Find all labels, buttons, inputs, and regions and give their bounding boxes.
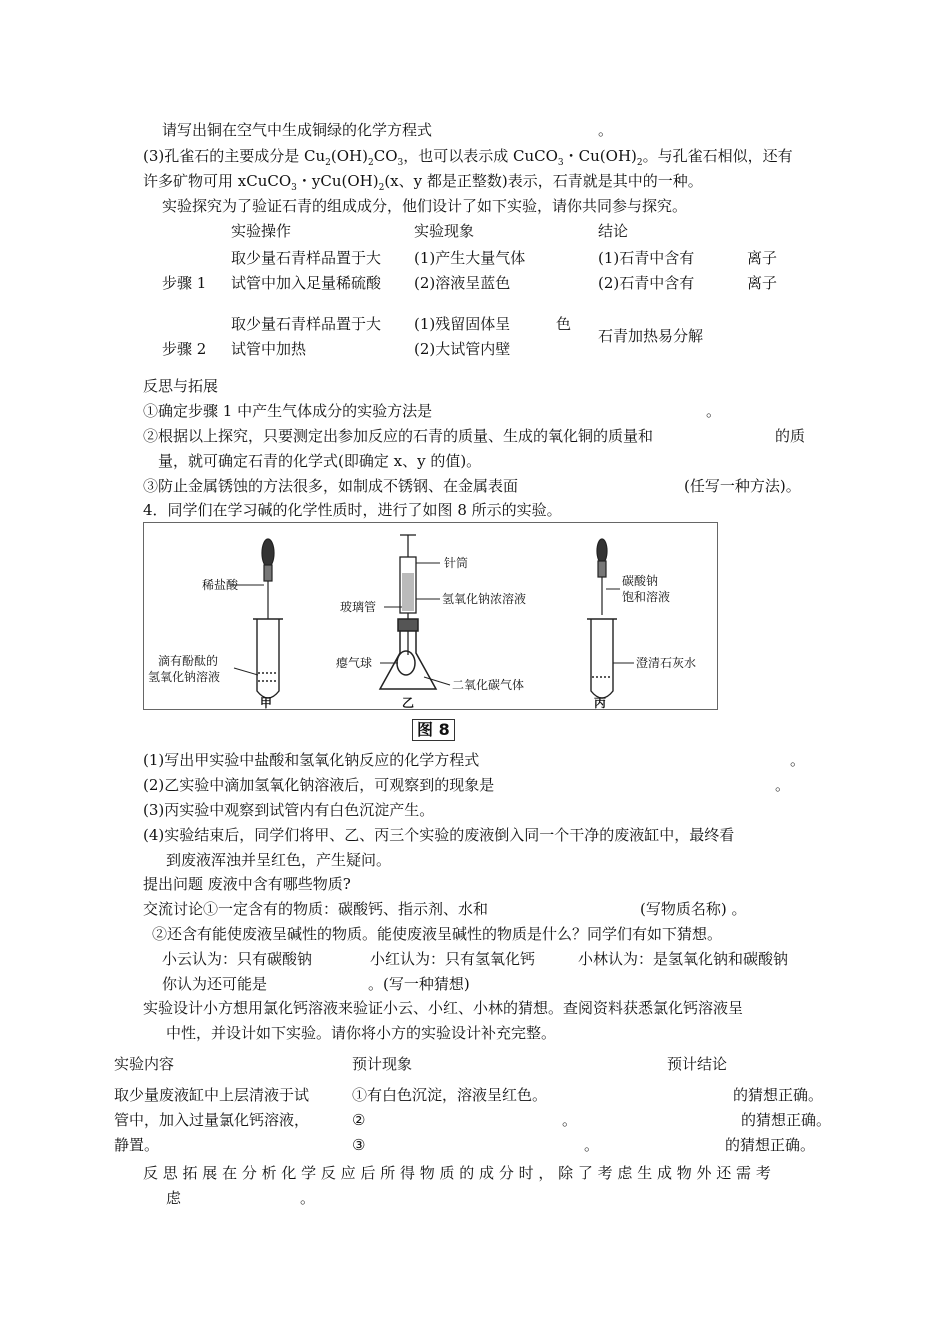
conclusion-3: 的猜想正确。 xyxy=(725,1136,816,1154)
dropper-icon xyxy=(597,539,607,615)
sub-question-2: (2)乙实验中滴加氢氧化钠溶液后，可观察到的现象是 xyxy=(143,776,495,794)
phenomenon-3: ③ xyxy=(352,1136,366,1154)
header-expected-phenomenon: 预计现象 xyxy=(352,1055,413,1073)
conclusion-1: 的猜想正确。 xyxy=(733,1086,824,1104)
step-2-phenomenon: (1)残留固体呈 xyxy=(414,315,511,333)
step-1-label: 步骤 1 xyxy=(162,274,207,292)
raise-question: 提出问题 废液中含有哪些物质? xyxy=(143,875,351,893)
header-phenomenon: 实验现象 xyxy=(414,222,475,240)
label-phenolphthalein: 滴有酚酞的 xyxy=(158,654,219,668)
label-limewater: 澄清石灰水 xyxy=(636,656,697,670)
period: 。 xyxy=(775,776,791,794)
label-naoh-solution: 氢氧化钠溶液 xyxy=(148,670,221,684)
prompt-copper-patina: 请写出铜在空气中生成铜绿的化学方程式 xyxy=(162,121,433,139)
figure-8 xyxy=(143,522,718,710)
label-sodium-carbonate: 碳酸钠 xyxy=(622,574,659,588)
step-1-operation: 取少量石青样品置于大 xyxy=(231,249,382,267)
step-2-operation: 试管中加热 xyxy=(231,340,307,358)
header-conclusion: 结论 xyxy=(598,222,629,240)
step-2-operation: 取少量石青样品置于大 xyxy=(231,315,382,333)
label-dilute-hcl: 稀盐酸 xyxy=(202,578,239,592)
label-jia: 甲 xyxy=(260,696,273,709)
step-2-phenomenon: (2)大试管内壁 xyxy=(414,340,511,358)
question-4: 4．同学们在学习碱的化学性质时，进行了如图 8 所示的实验。 xyxy=(143,501,562,519)
header-content: 实验内容 xyxy=(114,1055,175,1073)
discussion-1: 交流讨论①一定含有的物质：碳酸钙、指示剂、水和 xyxy=(143,900,489,918)
step-1-conclusion: 离子 xyxy=(747,249,778,267)
malachite-line: (3)孔雀石的主要成分是 $Cu_2(OH)_2CO_3$，也可以表示成 CuCO$_3$・$Cu(OH)_2$。与孔雀石相似，还有 xyxy=(143,147,793,168)
step-1-conclusion: 离子 xyxy=(747,274,778,292)
content-cell: 取少量废液缸中上层清液于试 xyxy=(114,1086,310,1104)
label-balloon: 瘪气球 xyxy=(336,656,373,670)
label-saturated-solution: 饱和溶液 xyxy=(622,590,671,604)
content-cell: 管中，加入过量氯化钙溶液， xyxy=(114,1111,310,1129)
content-cell: 静置。 xyxy=(114,1136,160,1154)
apparatus-diagram xyxy=(144,523,717,709)
figure-caption: 图 8 xyxy=(412,719,455,741)
guess-xiaoyun: 小云认为：只有碳酸钠 xyxy=(162,950,313,968)
period: 。 xyxy=(706,402,722,420)
header-operation: 实验操作 xyxy=(231,222,292,240)
azurite-line: 许多矿物可用 xCuCO$_3$・$yCu(OH)_2(x$、y 都是正整数)表示，石青就是其中的一种。 xyxy=(143,172,703,193)
phenomenon-2: ② xyxy=(352,1111,366,1129)
conclusion-2: 的猜想正确。 xyxy=(741,1111,832,1129)
design-2: 中性，并设计如下实验。请你将小方的实验设计补充完整。 xyxy=(166,1024,557,1042)
step-1-conclusion: (1)石青中含有 xyxy=(598,249,695,267)
step-1-phenomenon: (2)溶液呈蓝色 xyxy=(414,274,511,292)
reflection-extension-cont: 虑 xyxy=(166,1189,182,1207)
step-1-operation: 试管中加入足量稀硫酸 xyxy=(231,274,382,292)
reflection-3: ③防止金属锈蚀的方法很多，如制成不锈钢、在金属表面 xyxy=(143,477,519,495)
reflection-3-end: (任写一种方法)。 xyxy=(684,477,801,495)
step-1-conclusion: (2)石青中含有 xyxy=(598,274,695,292)
test-tube-icon xyxy=(587,619,617,698)
guess-yours-end: 。(写一种猜想) xyxy=(368,975,470,993)
period: 。 xyxy=(584,1136,600,1154)
header-expected-conclusion: 预计结论 xyxy=(667,1055,728,1073)
test-tube-icon xyxy=(253,619,283,698)
guess-xiaohong: 小红认为：只有氢氧化钙 xyxy=(370,950,536,968)
label-syringe: 针筒 xyxy=(444,556,469,570)
reflection-2: ②根据以上探究，只要测定出参加反应的石青的质量、生成的氧化铜的质量和 xyxy=(143,427,654,445)
dropper-icon xyxy=(262,539,274,619)
sub-question-3: (3)丙实验中观察到试管内有白色沉淀产生。 xyxy=(143,801,435,819)
experiment-intro: 实验探究为了验证石青的组成成分，他们设计了如下实验，请你共同参与探究。 xyxy=(162,197,688,215)
label-glass-tube: 玻璃管 xyxy=(340,600,377,614)
guess-yours: 你认为还可能是 xyxy=(162,975,268,993)
reflection-1: ①确定步骤 1 中产生气体成分的实验方法是 xyxy=(143,402,433,420)
sub-question-4: (4)实验结束后，同学们将甲、乙、丙三个实验的废液倒入同一个干净的废液缸中，最终看 xyxy=(143,826,735,844)
reflection-2-cont: 量，就可确定石青的化学式(即确定 x、y 的值)。 xyxy=(158,452,482,470)
period: 。 xyxy=(300,1189,316,1207)
reflection-extension: 反 思 拓 展 在 分 析 化 学 反 应 后 所 得 物 质 的 成 分 时 ， 除 了 考 虑 生 成 物 外 还 需 考 xyxy=(143,1164,771,1182)
step-2-conclusion: 石青加热易分解 xyxy=(598,327,704,345)
discussion-2: ②还含有能使废液呈碱性的物质。能使废液呈碱性的物质是什么？同学们有如下猜想。 xyxy=(152,925,723,943)
period: 。 xyxy=(790,751,806,769)
sub-question-1: (1)写出甲实验中盐酸和氢氧化钠反应的化学方程式 xyxy=(143,751,480,769)
section-title: 反思与拓展 xyxy=(143,377,219,395)
step-2-label: 步骤 2 xyxy=(162,340,207,358)
period: 。 xyxy=(598,121,614,139)
sub-question-4-cont: 到废液浑浊并呈红色，产生疑问。 xyxy=(166,851,392,869)
label-co2: 二氧化碳气体 xyxy=(452,678,525,692)
phenomenon-1: ①有白色沉淀，溶液呈红色。 xyxy=(352,1086,548,1104)
label-yi: 乙 xyxy=(402,696,415,709)
discussion-1-end: (写物质名称) 。 xyxy=(640,900,747,918)
label-naoh-concentrated: 氢氧化钠浓溶液 xyxy=(442,592,527,606)
guess-xiaolin: 小林认为：是氢氧化钠和碳酸钠 xyxy=(578,950,789,968)
step-1-phenomenon: (1)产生大量气体 xyxy=(414,249,526,267)
period: 。 xyxy=(562,1111,578,1129)
syringe-icon xyxy=(400,535,416,655)
reflection-2-end: 的质 xyxy=(775,427,806,445)
design-1: 实验设计小方想用氯化钙溶液来验证小云、小红、小林的猜想。查阅资料获悉氯化钙溶液呈 xyxy=(143,999,744,1017)
step-2-phenomenon: 色 xyxy=(556,315,572,333)
label-bing: 丙 xyxy=(594,696,607,709)
